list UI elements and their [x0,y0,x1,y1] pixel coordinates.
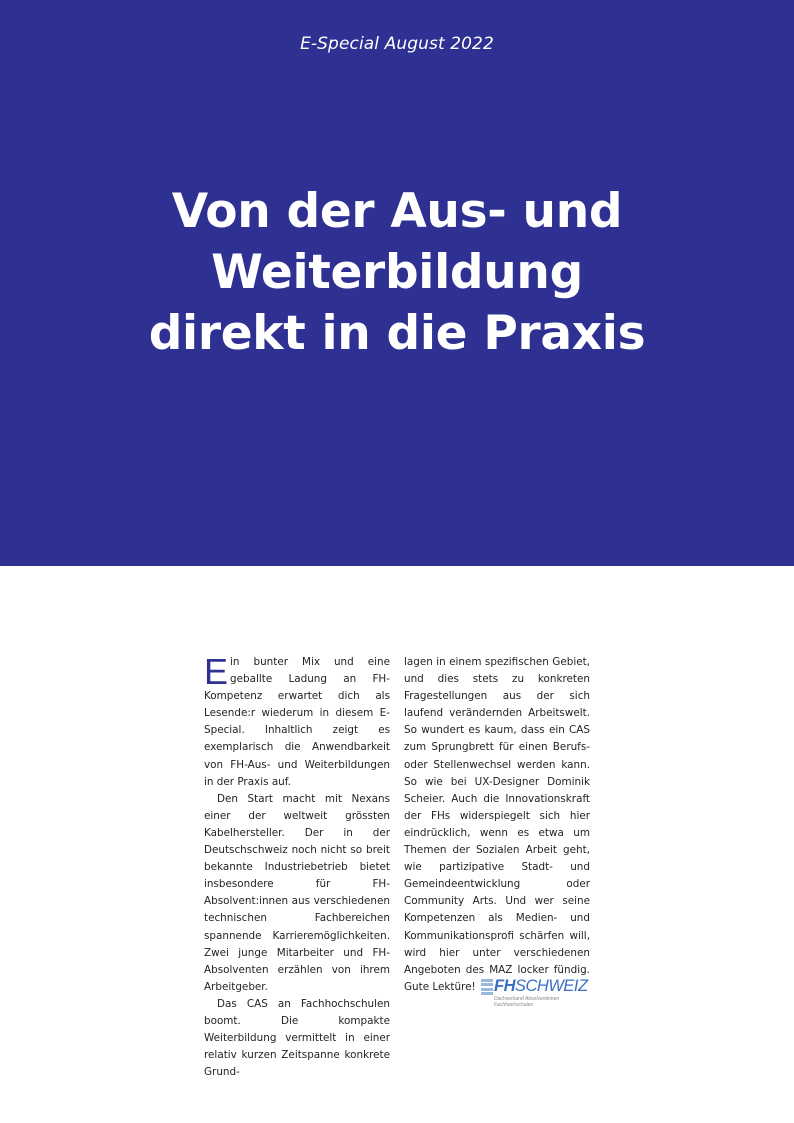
fh-schweiz-logo [481,978,591,1010]
editorial-text [204,651,590,1081]
paragraph: Das CAS an Fachhochschulen boomt. Die kompakte Weiterbildung vermittelt in einer relativ kurzen Zeitspanne konkrete Grund- [204,997,390,1079]
headline [0,181,794,364]
paragraph [204,651,390,791]
logo-stripes-icon [481,979,493,995]
text-column-left [204,651,390,1081]
headline-line: Von der Aus- und [171,184,623,239]
logo-wordmark: FHSCHWEIZ [494,977,588,995]
text-column-right [404,654,590,1081]
logo-tagline: Dachverband Absolventinnen Fachhochschulen [494,996,560,1008]
headline-line: Weiterbildung [211,245,583,300]
paragraph: lagen in einem spezifischen Gebiet, und dies stets zu konkreten Fragestellungen aus der sich laufend verändernden Arbeitswelt. So wundert es kaum, dass ein CAS zum Sprungbrett für einen Berufs- oder Stellenwechsel werden kann. So wie bei UX-Designer Dominik Scheier. Auch die Innovationskraft der FHs widerspiegelt sich hier eindrücklich, wenn es etwa um Themen der Sozialen Arbeit geht, wie partizipative Stadt- und Gemeindeentwicklung oder Community Arts. Und wer seine Kompetenzen als Medien- und Kommunikationsprofi schärfen will, wird hier unter verschiedenen Angeboten des MAZ locker fündig. Gute Lektüre! [404,656,590,993]
paragraph: Den Start macht mit Nexans einer der weltweit grössten Kabelhersteller. Der in der Deutschschweiz noch nicht so breit bekannte Industriebetrieb bietet insbesondere für FH-Absolvent:innen aus verschiedenen technischen Fachbereichen spannende Karrieremöglichkeiten. Zwei junge Mitarbeiter und FH-Absolventen erzählen von ihrem Arbeitgeber. [204,792,390,993]
paragraph-text: in bunter Mix und eine geballte Ladung an FH-Kompetenz erwartet dich als Lesende:r wiederum in diesem E-Special. Inhaltlich zeigt es exemplarisch die Anwendbarkeit von FH-Aus- und Weiterbildungen in der Praxis auf. [204,656,390,788]
issue-label: E-Special August 2022 [300,34,494,54]
drop-cap: E [204,651,229,692]
headline-line: direkt in die Praxis [148,306,646,361]
